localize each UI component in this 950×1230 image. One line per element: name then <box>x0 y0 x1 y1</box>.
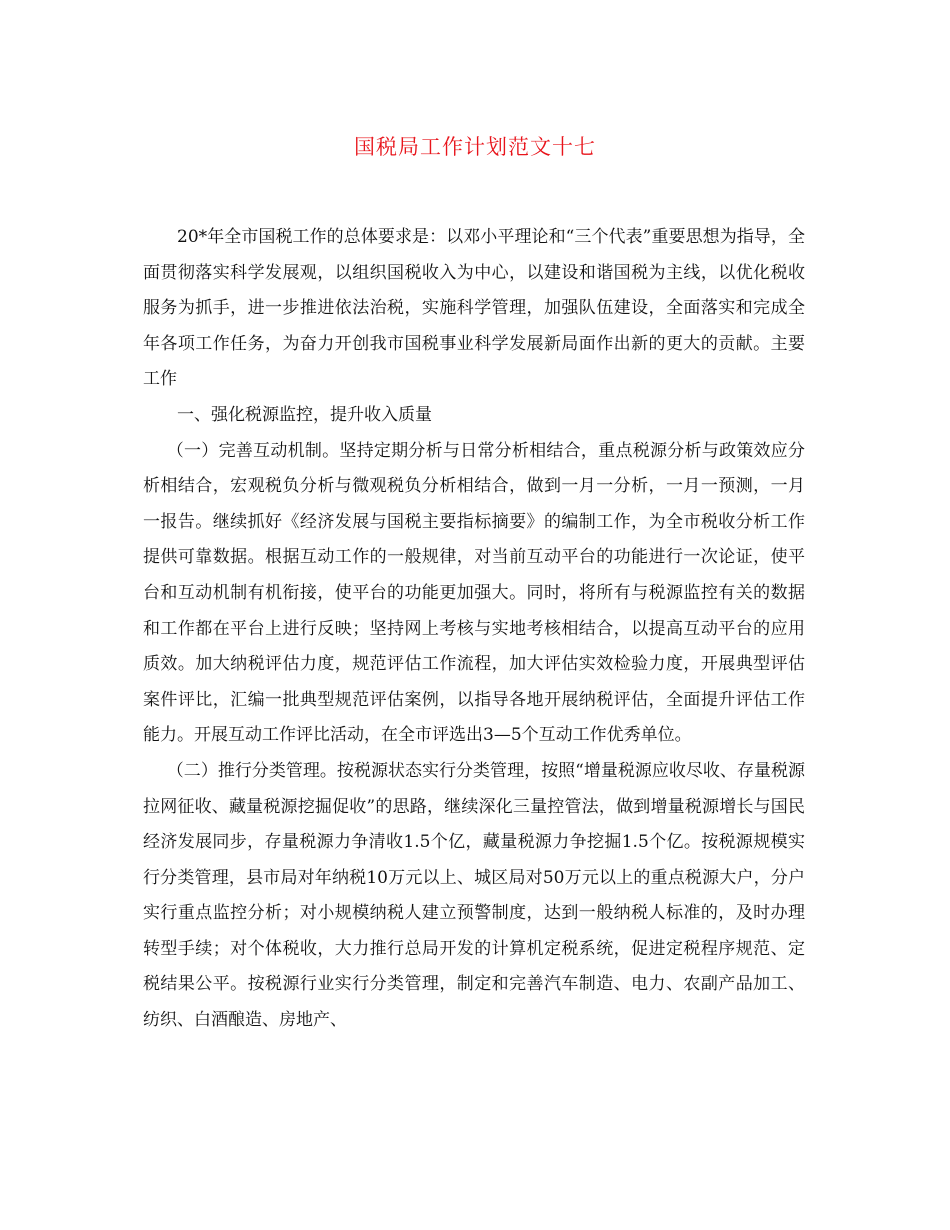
paragraph-item-2: （二）推行分类管理。按税源状态实行分类管理，按照“增量税源应收尽收、存量税源拉网征收、藏量税源挖掘促收”的思路，继续深化三量控管法，做到增量税源增长与国民经济发展同步，存量税源力争清收1.5个亿，藏量税源力争挖掘1.5个亿。按税源规模实行分类管理，县市局对年纳税10万元以上、城区局对50万元以上的重点税源大户，分户实行重点监控分析；对小规模纳税人建立预警制度，达到一般纳税人标准的，及时办理转型手续；对个体税收，大力推行总局开发的计算机定税系统，促进定税程序规范、定税结果公平。按税源行业实行分类管理，制定和完善汽车制造、电力、农副产品加工、纺织、白酒酿造、房地产、 <box>143 760 805 1031</box>
paragraph-intro: 20*年全市国税工作的总体要求是：以邓小平理论和“三个代表”重要思想为指导，全面贯彻落实科学发展观，以组织国税收入为中心，以建设和谐国税为主线，以优化税收服务为抓手，进一步推进依法治税，实施科学管理，加强队伍建设，全面落实和完成全年各项工作任务，为奋力开创我市国税事业科学发展新局面作出新的更大的贡献。主要工作 <box>143 227 805 390</box>
document-body <box>143 220 805 1039</box>
section-heading: 一、强化税源监控，提升收入质量 <box>177 404 432 425</box>
paragraph-item-1: （一）完善互动机制。坚持定期分析与日常分析相结合，重点税源分析与政策效应分析相结合，宏观税负分析与微观税负分析相结合，做到一月一分析，一月一预测，一月一报告。继续抓好《经济发展与国税主要指标摘要》的编制工作，为全市税收分析工作提供可靠数据。根据互动工作的一般规律，对当前互动平台的功能进行一次论证，使平台和互动机制有机衔接，使平台的功能更加强大。同时，将所有与税源监控有关的数据和工作都在平台上进行反映；坚持网上考核与实地考核相结合，以提高互动平台的应用质效。加大纳税评估力度，规范评估工作流程，加大评估实效检验力度，开展典型评估案件评比，汇编一批典型规范评估案例，以指导各地开展纳税评估，全面提升评估工作能力。开展互动工作评比活动，在全市评选出3—5个互动工作优秀单位。 <box>143 440 805 746</box>
document-title: 国税局工作计划范文十七 <box>354 135 596 159</box>
